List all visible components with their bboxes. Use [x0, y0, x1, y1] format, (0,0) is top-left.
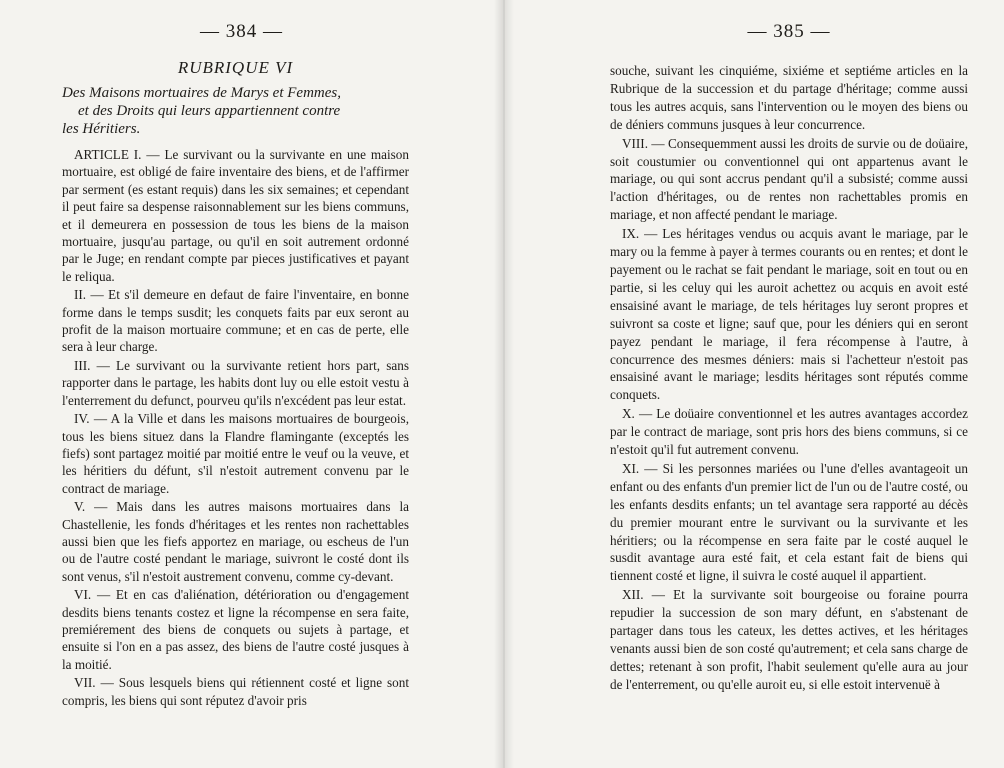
page-number-left: — 384 —	[200, 21, 283, 42]
article-3-paragraph: III. — Le survivant ou la survivante retient hors part, sans rapporter dans le partage, les habits dont luy ou elle estoit vestu à l'enterrement du defunct, pourveu qu'ils n'excédent pas leur estat.	[62, 357, 409, 408]
article-7-paragraph: VII. — Sous lesquels biens qui rétiennent costé et ligne sont compris, les biens qui sont réputez d'avoir pris	[62, 675, 409, 708]
right-page	[503, 0, 1004, 768]
article-10-paragraph: X. — Le doüaire conventionnel et les autres avantages accordez par le contract de mariage, sont pris hors des biens communs, si ce n'estoit qu'il fut autrement convenu.	[610, 406, 968, 458]
book-gutter	[494, 0, 514, 768]
article-6-paragraph: VI. — Et en cas d'aliénation, détérioration ou d'engagement desdits biens tenants costez et ligne la récompense en sera faite, premiérement des biens de conquets ou sujets à partage, et ensuite si l'on en a pas assez, des biens de l'autre costé jusques à la moitié.	[62, 587, 409, 672]
article-9-paragraph: IX. — Les héritages vendus ou acquis avant le mariage, par le mary ou la femme à payer à termes courants ou en rentes; et dont le payement ou le rachat se fait pendant le mariage, soit en tout ou en partie, si les celuy qui les auroit achettez ou acquis en avoit esté ensaisiné avant le mariage, de tels héritages luy seront propres et suivront sa coste et ligne; sauf que, pour les déniers qui en seront payez pendant le mariage, il fera récompense à l'autre, à concurrence des mesmes déniers: mais si l'achetteur n'estoit pas ensaisiné avant le mariage; lesdits héritages sont réputés comme conquets.	[610, 226, 968, 403]
article-4-paragraph: IV. — A la Ville et dans les maisons mortuaires de bourgeois, tous les biens situez dans la Flandre flamingante (exceptés les fiefs) sont partagez moitié par moitié entre le veuf ou la veuve, et les héritiers du défunt, s'il n'estoit autrement convenu par le contract de mariage.	[62, 411, 409, 496]
rubric-subtitle-line: les Héritiers.	[62, 121, 141, 137]
article-5-paragraph: V. — Mais dans les autres maisons mortuaires dans la Chastellenie, les fonds d'héritages et les rentes non rachettables aussi bien que les fiefs apportez en mariage, ou escheus de l'un ou de l'autre costé pendant le mariage, suivront le costé dont ils sont venus, s'il n'estoit austrement convenu, comme cy-devant.	[62, 499, 409, 584]
rubric-subtitle-line: et des Droits qui leurs appartiennent contre	[78, 103, 341, 119]
article-11-paragraph: XI. — Si les personnes mariées ou l'une d'elles avantageoit un enfant ou des enfants d'un premier lict de l'un ou de l'autre costé, ou les enfants desdits enfants; un tel avantage sera rapporté au décès du premier mourant entre le survivant ou la survivante et les héritiers; ou la récompense en sera faite par le costé auquel le susdit avantage aura esté fait, et cela estant fait de biens qui tiennent costé et ligne, il suivra le costé auquel il appartient.	[610, 460, 968, 584]
article-1-paragraph: ARTICLE I. — Le survivant ou la survivante en une maison mortuaire, est obligé de faire inventaire des biens, et de l'affirmer par serment (es estant requis) dans les six semaines; et cependant il peut faire sa despense raisonnablement sur les biens communs, et il demeurera en possession de tous les biens de la maison mortuaire, jusqu'au partage, ou qu'il en soit autrement ordonné par le Juge; en rendant compte par pieces justificatives et payant le reliqua.	[62, 147, 409, 284]
article-2-paragraph: II. — Et s'il demeure en defaut de faire l'inventaire, en bonne forme dans le temps susdit; les conquets faits par eux seront au profit de la maison mortuaire commune; et en cas de perte, elle sera à leur charge.	[62, 287, 409, 355]
page-number-right: — 385 —	[747, 21, 831, 42]
article-7-continuation: souche, suivant les cinquiéme, sixiéme et septiéme articles en la Rubrique de la succession et du partage d'héritage; comme aussi tous les autres acquis, sans l'intervention ou le moyen des biens ou de déniers communs jusques à leur concurrence.	[610, 63, 968, 132]
rubric-title: RUBRIQUE VI	[177, 58, 294, 77]
rubric-subtitle-line: Des Maisons mortuaires de Marys et Femmes,	[62, 85, 341, 101]
rubric-subtitle	[62, 84, 409, 138]
article-12-paragraph: XII. — Et la survivante soit bourgeoise ou foraine pourra repudier la succession de son mary défunt, en s'abstenant de partager dans tous les cateux, les dettes actives, et les héritages venants aussi bien de son costé qu'autrement; et cela sans charge de dettes; retenant à son profit, l'habit seulement qu'elle aura au jour de l'enterrement, ou qu'elle auroit eu, si elle estoit intervenuë à	[610, 587, 968, 692]
article-8-paragraph: VIII. — Consequemment aussi les droits de survie ou de doüaire, soit coustumier ou conventionnel qui ont appartenus avant le mariage, ou qui sont accrus pendant qu'il a subsisté; comme aussi l'action d'héritages, ou de rentes non rachettables promis en mariage, et non affecté pendant le mariage.	[610, 135, 968, 223]
